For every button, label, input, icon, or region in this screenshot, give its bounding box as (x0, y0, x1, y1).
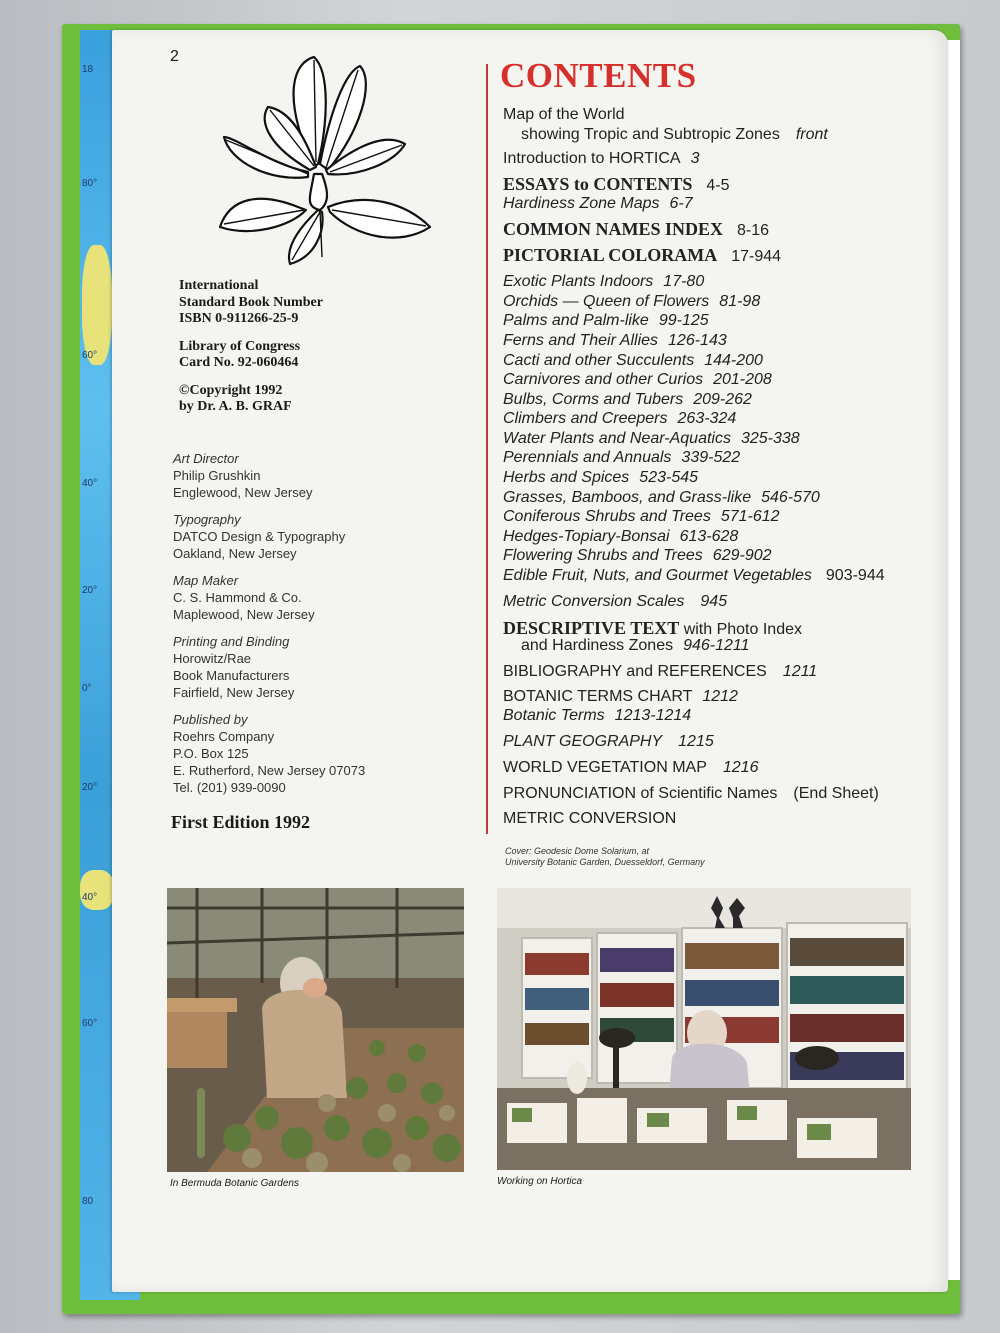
toc-entry-title: PLANT GEOGRAPHY (503, 733, 663, 750)
latitude-label: 60° (82, 1018, 98, 1029)
bermuda-garden-photo (167, 888, 464, 1172)
credit-line: Roehrs Company (173, 729, 275, 744)
toc-entry (503, 106, 625, 124)
toc-page: 523-545 (639, 469, 699, 486)
latitude-label: 80 (82, 1196, 94, 1207)
cover-caption-line: Cover: Geodesic Dome Solarium, at (505, 846, 650, 856)
toc-entry (503, 733, 714, 751)
toc-page: 126-143 (668, 332, 727, 349)
toc-section (503, 293, 760, 311)
toc-section (503, 410, 736, 428)
toc-entry (503, 245, 781, 266)
toc-section (503, 371, 772, 389)
latitude-label: 40° (82, 892, 98, 903)
toc-page: 6-7 (669, 195, 693, 212)
magnolia-illustration (210, 52, 445, 267)
toc-entry (503, 785, 879, 803)
toc-page: 17-944 (731, 248, 782, 265)
toc-entry-title: Introduction to HORTICA (503, 150, 681, 167)
cover-caption-line: University Botanic Garden, Duesseldorf, Germany (505, 857, 705, 867)
toc-page: 1215 (678, 733, 714, 750)
toc-page: 903-944 (825, 567, 885, 584)
toc-section (503, 469, 698, 487)
credit-line: Tel. (201) 939-0090 (173, 780, 286, 795)
toc-entry (503, 195, 693, 213)
toc-section-title: Climbers and Creepers (503, 410, 668, 427)
toc-section-title: Flowering Shrubs and Trees (503, 547, 703, 564)
credit-role: Map Maker (173, 573, 239, 588)
photo-caption: Working on Hortica (497, 1176, 583, 1187)
page-number: 2 (170, 48, 179, 65)
credit-role: Typography (173, 512, 241, 527)
credit-line: Philip Grushkin (173, 468, 261, 483)
credit-line: Horowitz/Rae (173, 651, 252, 666)
latitude-label: 20° (82, 782, 98, 793)
toc-page: 17-80 (663, 273, 705, 290)
credit-line: E. Rutherford, New Jersey 07073 (173, 763, 366, 778)
toc-section (503, 528, 738, 546)
credit-role: Published by (173, 712, 248, 727)
publication-info (179, 278, 469, 427)
toc-page: 3 (690, 150, 700, 167)
toc-section (503, 430, 800, 448)
toc-page: 1216 (722, 759, 759, 776)
toc-section (503, 489, 820, 507)
toc-section (503, 449, 740, 467)
author: by Dr. A. B. GRAF (179, 399, 292, 414)
toc-section-title: Water Plants and Near-Aquatics (503, 430, 731, 447)
isbn-number: ISBN 0-911266-25-9 (179, 311, 299, 326)
toc-entry-title: Hardiness Zone Maps (503, 195, 660, 212)
credit-line: Englewood, New Jersey (173, 485, 313, 500)
toc-entry-title: Map of the World (503, 106, 625, 123)
toc-section-title: Hedges-Topiary-Bonsai (503, 528, 670, 545)
toc-entry (503, 618, 802, 639)
toc-section-title: Coniferous Shrubs and Trees (503, 508, 711, 525)
toc-entry-title: METRIC CONVERSION (503, 810, 677, 827)
toc-page: 8-16 (737, 222, 770, 239)
column-divider (486, 64, 488, 834)
toc-section-title: Edible Fruit, Nuts, and Gourmet Vegetables (503, 567, 812, 584)
toc-entry-title: WORLD VEGETATION MAP (503, 759, 707, 776)
toc-entry (503, 759, 758, 777)
toc-entry-title: Metric Conversion Scales (503, 593, 685, 610)
toc-section (503, 312, 709, 330)
credit-line: P.O. Box 125 (173, 746, 249, 761)
toc-page: 629-902 (712, 547, 772, 564)
toc-section-title: Exotic Plants Indoors (503, 273, 654, 290)
credit-line: Book Manufacturers (173, 668, 290, 683)
credits-list (173, 450, 473, 806)
toc-page: 613-628 (679, 528, 739, 545)
toc-page: 546-570 (761, 489, 820, 506)
toc-section (503, 508, 780, 526)
toc-entry-subtitle: with Photo Index (683, 621, 802, 638)
credit-role: Printing and Binding (173, 634, 290, 649)
hortica-office-photo (497, 888, 911, 1170)
toc-section-title: Carnivores and other Curios (503, 371, 704, 388)
toc-section-title: Ferns and Their Allies (503, 332, 659, 349)
toc-entry (521, 637, 750, 655)
toc-section-title: Perennials and Annuals (503, 449, 672, 466)
toc-entry-title: ESSAYS to CONTENTS (503, 174, 693, 194)
latitude-label: 40° (82, 478, 98, 489)
toc-entry (521, 126, 828, 144)
toc-section (503, 391, 752, 409)
toc-entry (503, 663, 817, 681)
toc-page: 144-200 (704, 352, 763, 369)
contents-heading: CONTENTS (500, 56, 697, 95)
credit-line: Maplewood, New Jersey (173, 607, 315, 622)
credit-line: C. S. Hammond & Co. (173, 590, 302, 605)
map-landmass (82, 245, 112, 365)
toc-entry-title: Botanic Terms (503, 707, 605, 724)
toc-section (503, 567, 885, 585)
toc-entry (503, 174, 730, 195)
toc-entry-title: COMMON NAMES INDEX (503, 219, 723, 239)
isbn-label: Standard Book Number (179, 294, 323, 310)
toc-entry (503, 688, 738, 706)
copyright: ©Copyright 1992 (179, 382, 283, 398)
toc-section-title: Grasses, Bamboos, and Grass-like (503, 489, 752, 506)
cover-caption (505, 846, 705, 868)
latitude-label: 18 (82, 64, 94, 75)
latitude-label: 0° (82, 683, 92, 694)
credit-role: Art Director (173, 451, 239, 466)
isbn-label: International (179, 278, 259, 293)
toc-entry-title: BIBLIOGRAPHY and REFERENCES (503, 663, 767, 680)
credit-group (173, 633, 473, 701)
toc-entry (503, 593, 727, 611)
toc-page: 263-324 (677, 410, 737, 427)
toc-section-title: Cacti and other Succulents (503, 352, 695, 369)
toc-section (503, 273, 704, 291)
toc-section-title: Herbs and Spices (503, 469, 630, 486)
toc-section (503, 547, 772, 565)
toc-entry-title: PICTORIAL COLORAMA (503, 245, 718, 265)
toc-entry (503, 219, 769, 240)
toc-page: (End Sheet) (793, 785, 879, 802)
toc-entry-title: BOTANIC TERMS CHART (503, 688, 693, 705)
toc-page: front (795, 126, 828, 143)
toc-page: 201-208 (713, 371, 772, 388)
credit-line: Fairfield, New Jersey (173, 685, 295, 700)
credit-group (173, 511, 473, 562)
toc-page: 1211 (782, 663, 818, 680)
toc-entry (503, 810, 676, 828)
latitude-label: 60° (82, 350, 98, 361)
loc-label: Library of Congress (179, 338, 301, 354)
toc-page: 945 (700, 593, 728, 610)
credit-group (173, 572, 473, 623)
toc-page: 1213-1214 (614, 707, 692, 724)
latitude-label: 20° (82, 585, 98, 596)
toc-page: 325-338 (740, 430, 800, 447)
toc-page: 99-125 (658, 312, 709, 329)
toc-section-title: Palms and Palm-like (503, 312, 649, 329)
toc-entry (503, 707, 691, 725)
map-landmass (80, 870, 114, 910)
edition-label: First Edition 1992 (171, 812, 311, 832)
loc-card-number: Card No. 92-060464 (179, 355, 299, 370)
toc-section (503, 332, 727, 350)
toc-page: 946-1211 (683, 637, 750, 654)
toc-page: 209-262 (693, 391, 752, 408)
toc-entry-title: and Hardiness Zones (521, 637, 674, 654)
toc-page: 571-612 (720, 508, 780, 525)
credit-line: Oakland, New Jersey (173, 546, 297, 561)
toc-entry (503, 150, 699, 168)
toc-page: 4-5 (706, 177, 730, 194)
toc-page: 1212 (702, 688, 738, 705)
credit-group (173, 450, 473, 501)
toc-entry-title: showing Tropic and Subtropic Zones (521, 126, 780, 143)
toc-page: 339-522 (681, 449, 741, 466)
photo-caption: In Bermuda Botanic Gardens (170, 1178, 299, 1189)
credit-line: DATCO Design & Typography (173, 529, 346, 544)
toc-section-title: Orchids — Queen of Flowers (503, 293, 710, 310)
latitude-label: 80° (82, 178, 98, 189)
toc-page: 81-98 (719, 293, 761, 310)
toc-section-title: Bulbs, Corms and Tubers (503, 391, 684, 408)
toc-entry-title: PRONUNCIATION of Scientific Names (503, 785, 778, 802)
toc-section (503, 352, 763, 370)
toc-entry-title: DESCRIPTIVE TEXT (503, 618, 680, 638)
credit-group (173, 711, 473, 796)
